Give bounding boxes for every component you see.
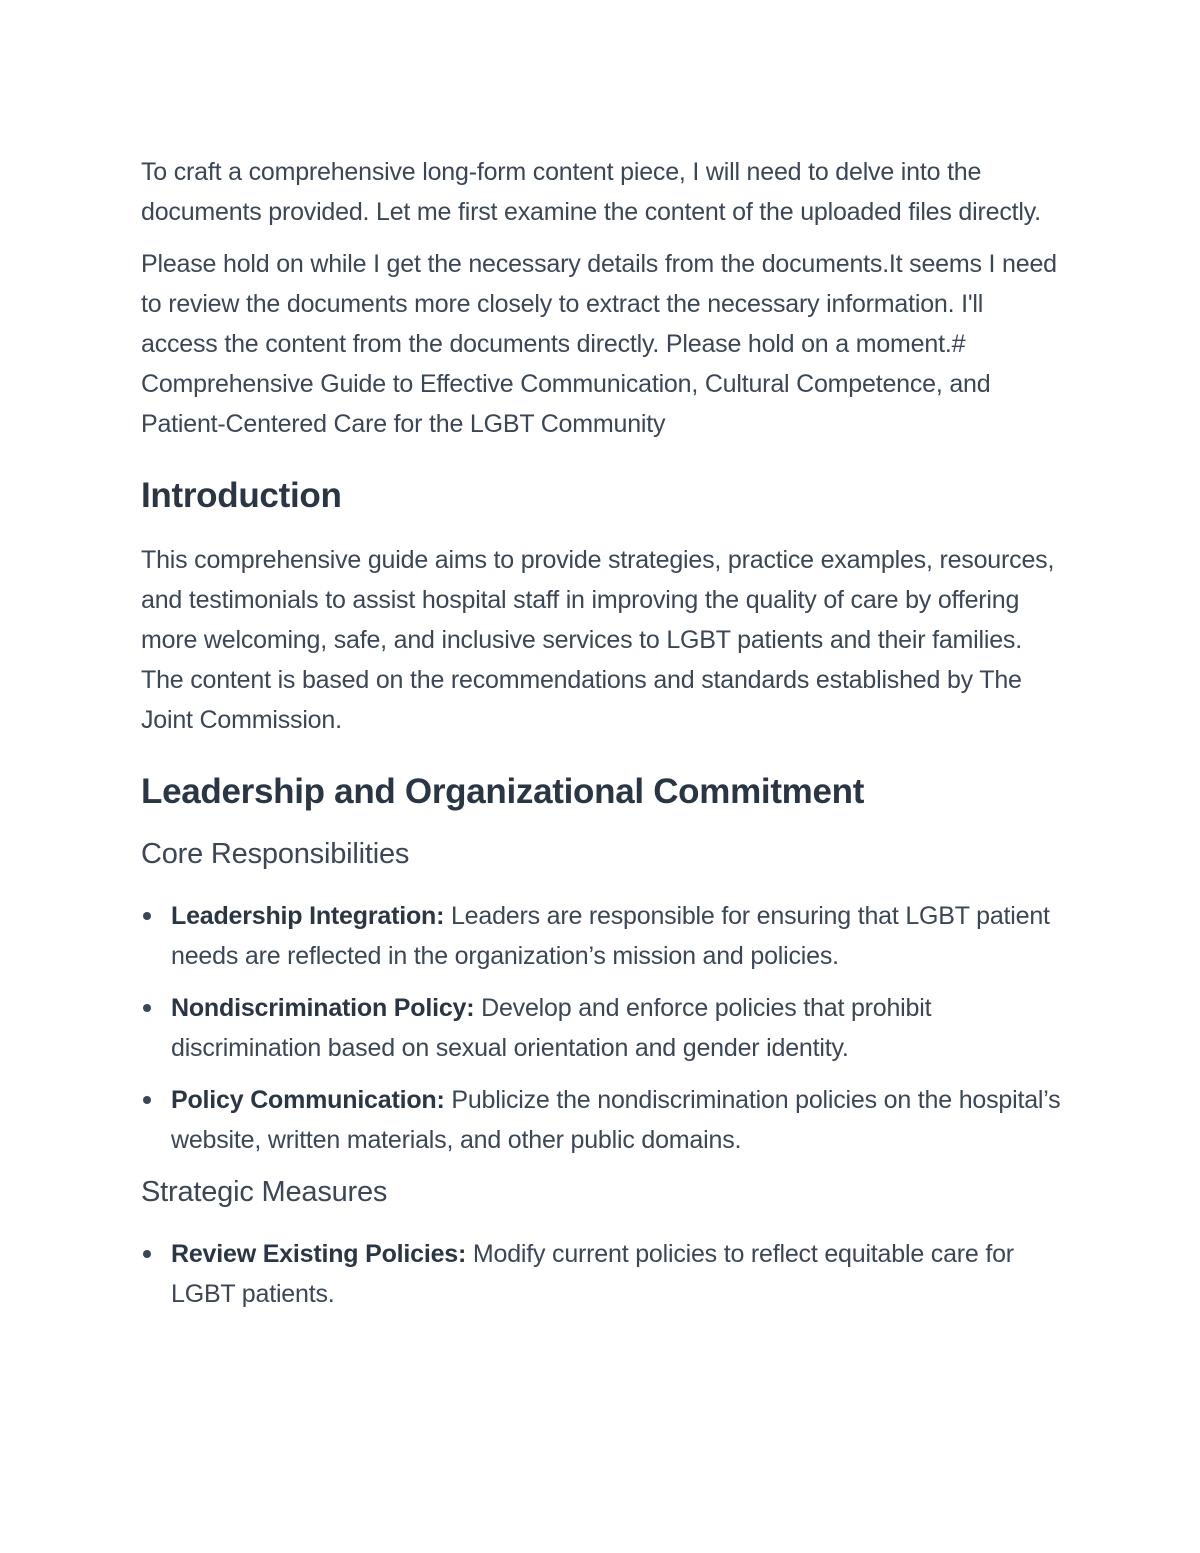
- bullet-icon: [143, 1096, 151, 1104]
- list-item-text: Publicize the nondiscrimination policies on the hospital’s website, written materials, and other public domains.: [171, 1086, 1061, 1154]
- list-item-term: Nondiscrimination Policy:: [171, 994, 475, 1022]
- bullet-icon: [143, 1250, 151, 1258]
- leadership-heading: Leadership and Organizational Commitment: [141, 772, 865, 811]
- introduction-paragraph: This comprehensive guide aims to provide strategies, practice examples, resources, and testimonials to assist hospital staff in improving the quality of care by offering more welcoming, safe, and inclusive services to LGBT patients and their families. The content is based on the recommendations and standards established by The Joint Commission.: [141, 546, 1055, 734]
- bullet-icon: [143, 912, 151, 920]
- list-item: [141, 1234, 1061, 1314]
- document-page: [141, 152, 1061, 1326]
- core-responsibilities-heading: Core Responsibilities: [141, 838, 410, 870]
- list-item-term: Leadership Integration:: [171, 902, 445, 930]
- core-responsibilities-list: [141, 896, 1061, 1160]
- list-item-term: Policy Communication:: [171, 1086, 445, 1114]
- introduction-heading: Introduction: [141, 476, 342, 515]
- list-item: [141, 988, 1061, 1068]
- list-item-text: Modify current policies to reflect equitable care for LGBT patients.: [171, 1240, 1014, 1308]
- list-item: [141, 896, 1061, 976]
- list-item: [141, 1080, 1061, 1160]
- list-item-text: Leaders are responsible for ensuring that LGBT patient needs are reflected in the organization’s mission and policies.: [171, 902, 1050, 970]
- strategic-measures-heading: Strategic Measures: [141, 1176, 388, 1208]
- bullet-icon: [143, 1004, 151, 1012]
- list-item-term: Review Existing Policies:: [171, 1240, 467, 1268]
- status-paragraph: Please hold on while I get the necessary details from the documents.It seems I need to review the documents more closely to extract the necessary information. I'll access the content from the documents directly. Please hold on a moment.# Comprehensive Guide to Effective Communication, Cultural Competence, and Patient-Centered Care for the LGBT Community: [141, 250, 1057, 438]
- opening-paragraph: To craft a comprehensive long-form content piece, I will need to delve into the documents provided. Let me first examine the content of the uploaded files directly.: [141, 158, 1041, 226]
- strategic-measures-list: [141, 1234, 1061, 1314]
- list-item-text: Develop and enforce policies that prohibit discrimination based on sexual orientation and gender identity.: [171, 994, 932, 1062]
